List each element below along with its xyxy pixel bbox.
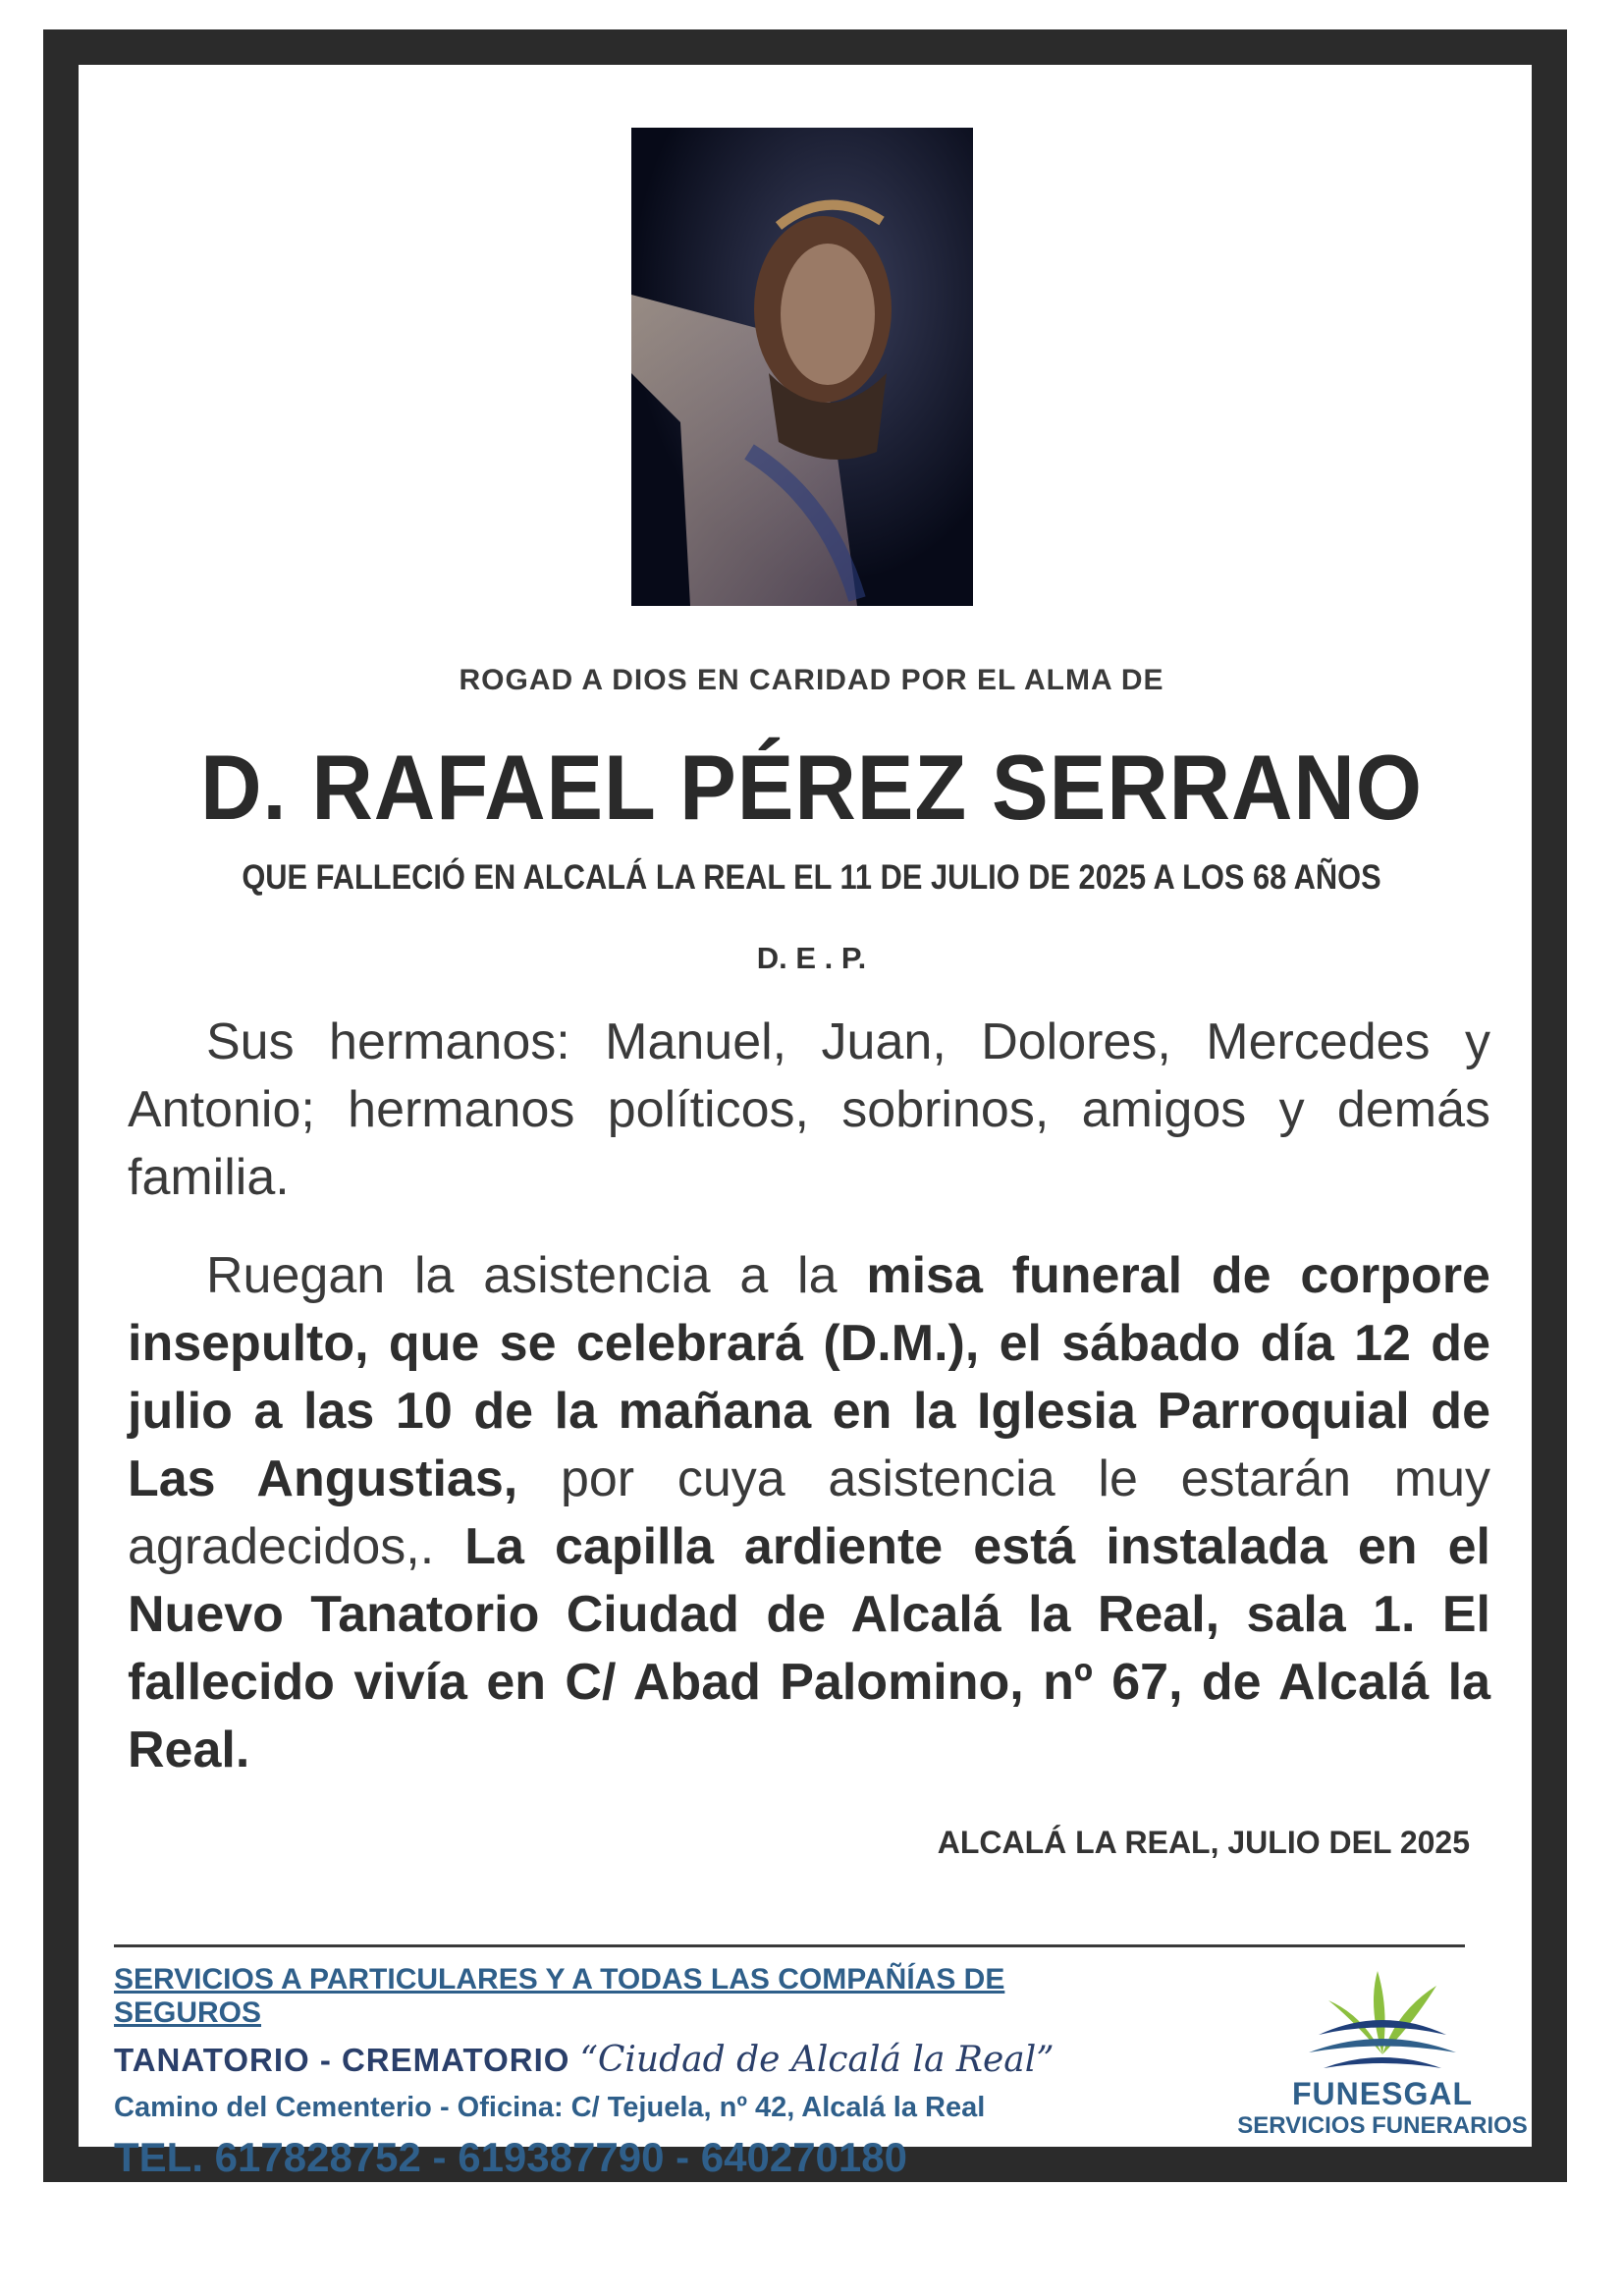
dep-text: D. E . P. (756, 941, 867, 975)
services-line: SERVICIOS A PARTICULARES Y A TODAS LAS COMPAÑÍAS DE SEGUROS (114, 1963, 1005, 2029)
funesgal-leaves-icon (1299, 1966, 1466, 2074)
service-paragraph (128, 1242, 1490, 1784)
footer-divider (114, 1944, 1465, 1947)
phone-line: TEL. 617828752 - 619387790 - 640270180 (114, 2134, 907, 2180)
service-intro: Ruegan la asistencia a la (206, 1247, 867, 1304)
family-text: Sus hermanos: Manuel, Juan, Dolores, Mercedes y Antonio; hermanos políticos, sobrinos, amigos y demás familia. (128, 1013, 1490, 1206)
service-chapel-details: La capilla ardiente está instalada en el Nuevo Tanatorio Ciudad de Alcalá la Real, sala 1. El fallecido vivía en C/ Abad Palomino, nº 67, de Alcalá la Real. (128, 1518, 1490, 1778)
footer-info (114, 1963, 1096, 2181)
family-paragraph (128, 1009, 1490, 1212)
death-details: QUE FALLECIÓ EN ALCALÁ LA REAL EL 11 DE JULIO DE 2025 A LOS 68 AÑOS (242, 858, 1381, 897)
service-thanks: por cuya asistencia le estarán muy agradecidos,. (128, 1450, 1490, 1575)
crucifix-photo (631, 128, 973, 606)
deceased-name: D. RAFAEL PÉREZ SERRANO (200, 736, 1423, 839)
tanatorio-line (114, 2040, 1096, 2080)
address-line: Camino del Cementerio - Oficina: C/ Tejuela, nº 42, Alcalá la Real (114, 2092, 986, 2123)
logo-brand: FUNESGAL (1292, 2076, 1473, 2111)
invocation-text: ROGAD A DIOS EN CARIDAD POR EL ALMA DE (459, 664, 1164, 696)
place-date: ALCALÁ LA REAL, JULIO DEL 2025 (937, 1825, 1470, 1860)
service-mass-details: misa funeral de corpore insepulto, que se celebrará (D.M.), el sábado día 12 de julio a las 10 de la mañana en la Iglesia Parroquial de Las Angustias, (128, 1247, 1490, 1507)
funesgal-logo (1235, 1966, 1530, 2162)
logo-subtitle: SERVICIOS FUNERARIOS (1237, 2112, 1528, 2139)
tanatorio-label: TANATORIO - CREMATORIO (114, 2042, 570, 2078)
tanatorio-name: “Ciudad de Alcalá la Real” (579, 2040, 1055, 2080)
